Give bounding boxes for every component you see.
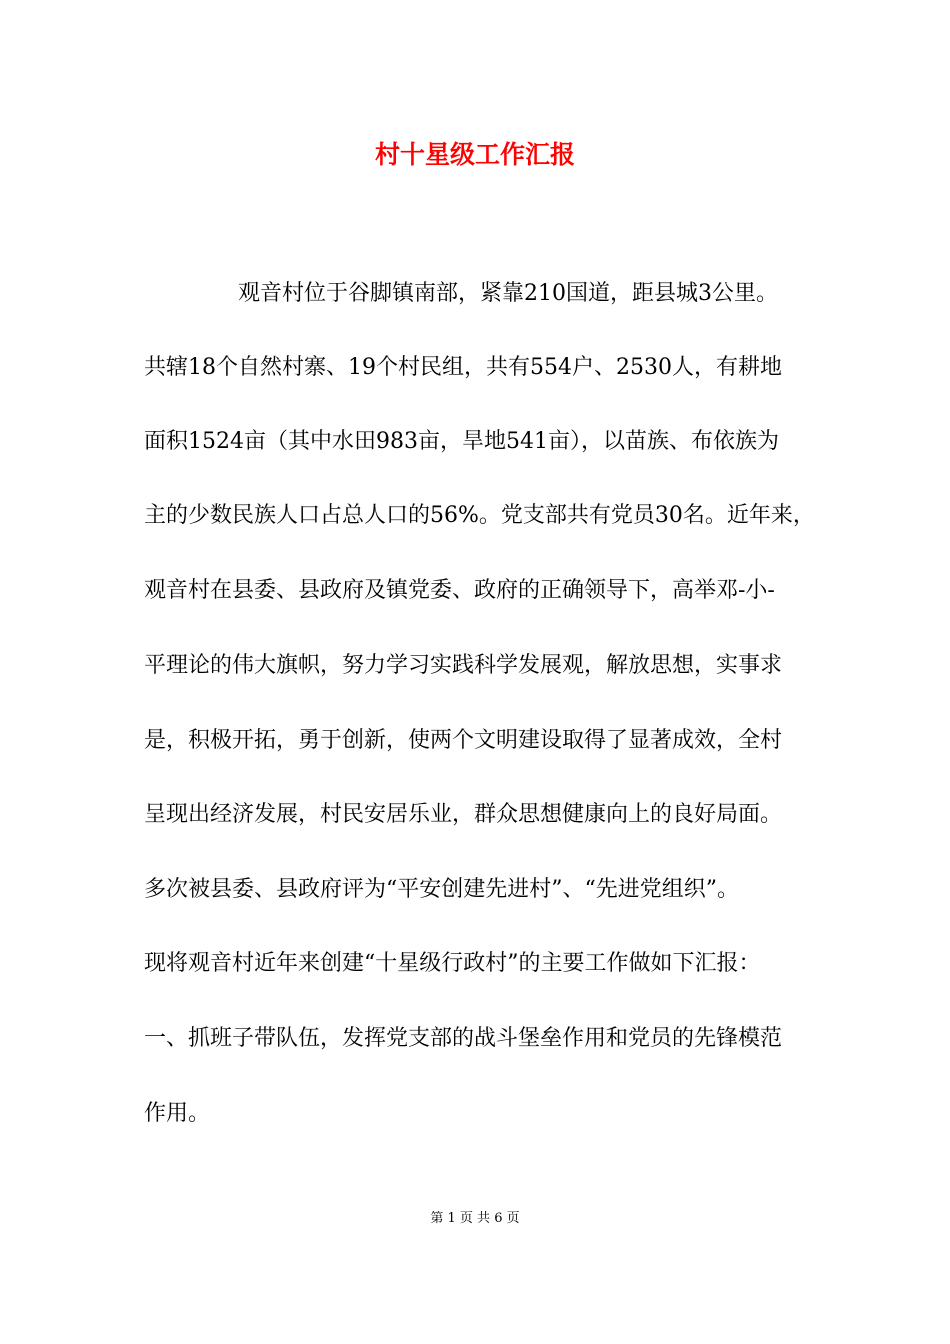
body-line: 多次被县委、县政府评为“平安创建先进村”、“先进党组织”。 xyxy=(144,877,739,902)
body-line: 呈现出经济发展，村民安居乐业，群众思想健康向上的良好局面。 xyxy=(144,802,783,827)
body-line: 主的少数民族人口占总人口的56%。党支部共有党员30名。近年来， xyxy=(144,503,815,528)
body-line: 平理论的伟大旗帜，努力学习实践科学发展观，解放思想，实事求 xyxy=(144,653,783,678)
body-line: 观音村位于谷脚镇南部，紧靠210国道，距县城3公里。 xyxy=(238,281,778,306)
document-title: 村十星级工作汇报 xyxy=(374,140,575,169)
body-line: 面积1524亩（其中水田983亩，旱地541亩），以苗族、布依族为 xyxy=(144,429,779,454)
body-line: 观音村在县委、县政府及镇党委、政府的正确领导下，高举邓-小- xyxy=(144,578,775,603)
page-number-footer: 第 1 页 共 6 页 xyxy=(430,1211,520,1226)
body-line: 是，积极开拓，勇于创新，使两个文明建设取得了显著成效，全村 xyxy=(144,728,783,753)
body-line: 共辖18个自然村寨、19个村民组，共有554户、2530人，有耕地 xyxy=(144,355,782,380)
body-line: 现将观音村近年来创建“十星级行政村”的主要工作做如下汇报： xyxy=(144,951,761,976)
body-line: 一、抓班子带队伍，发挥党支部的战斗堡垒作用和党员的先锋模范 xyxy=(144,1026,783,1051)
body-line: 作用。 xyxy=(144,1101,211,1126)
